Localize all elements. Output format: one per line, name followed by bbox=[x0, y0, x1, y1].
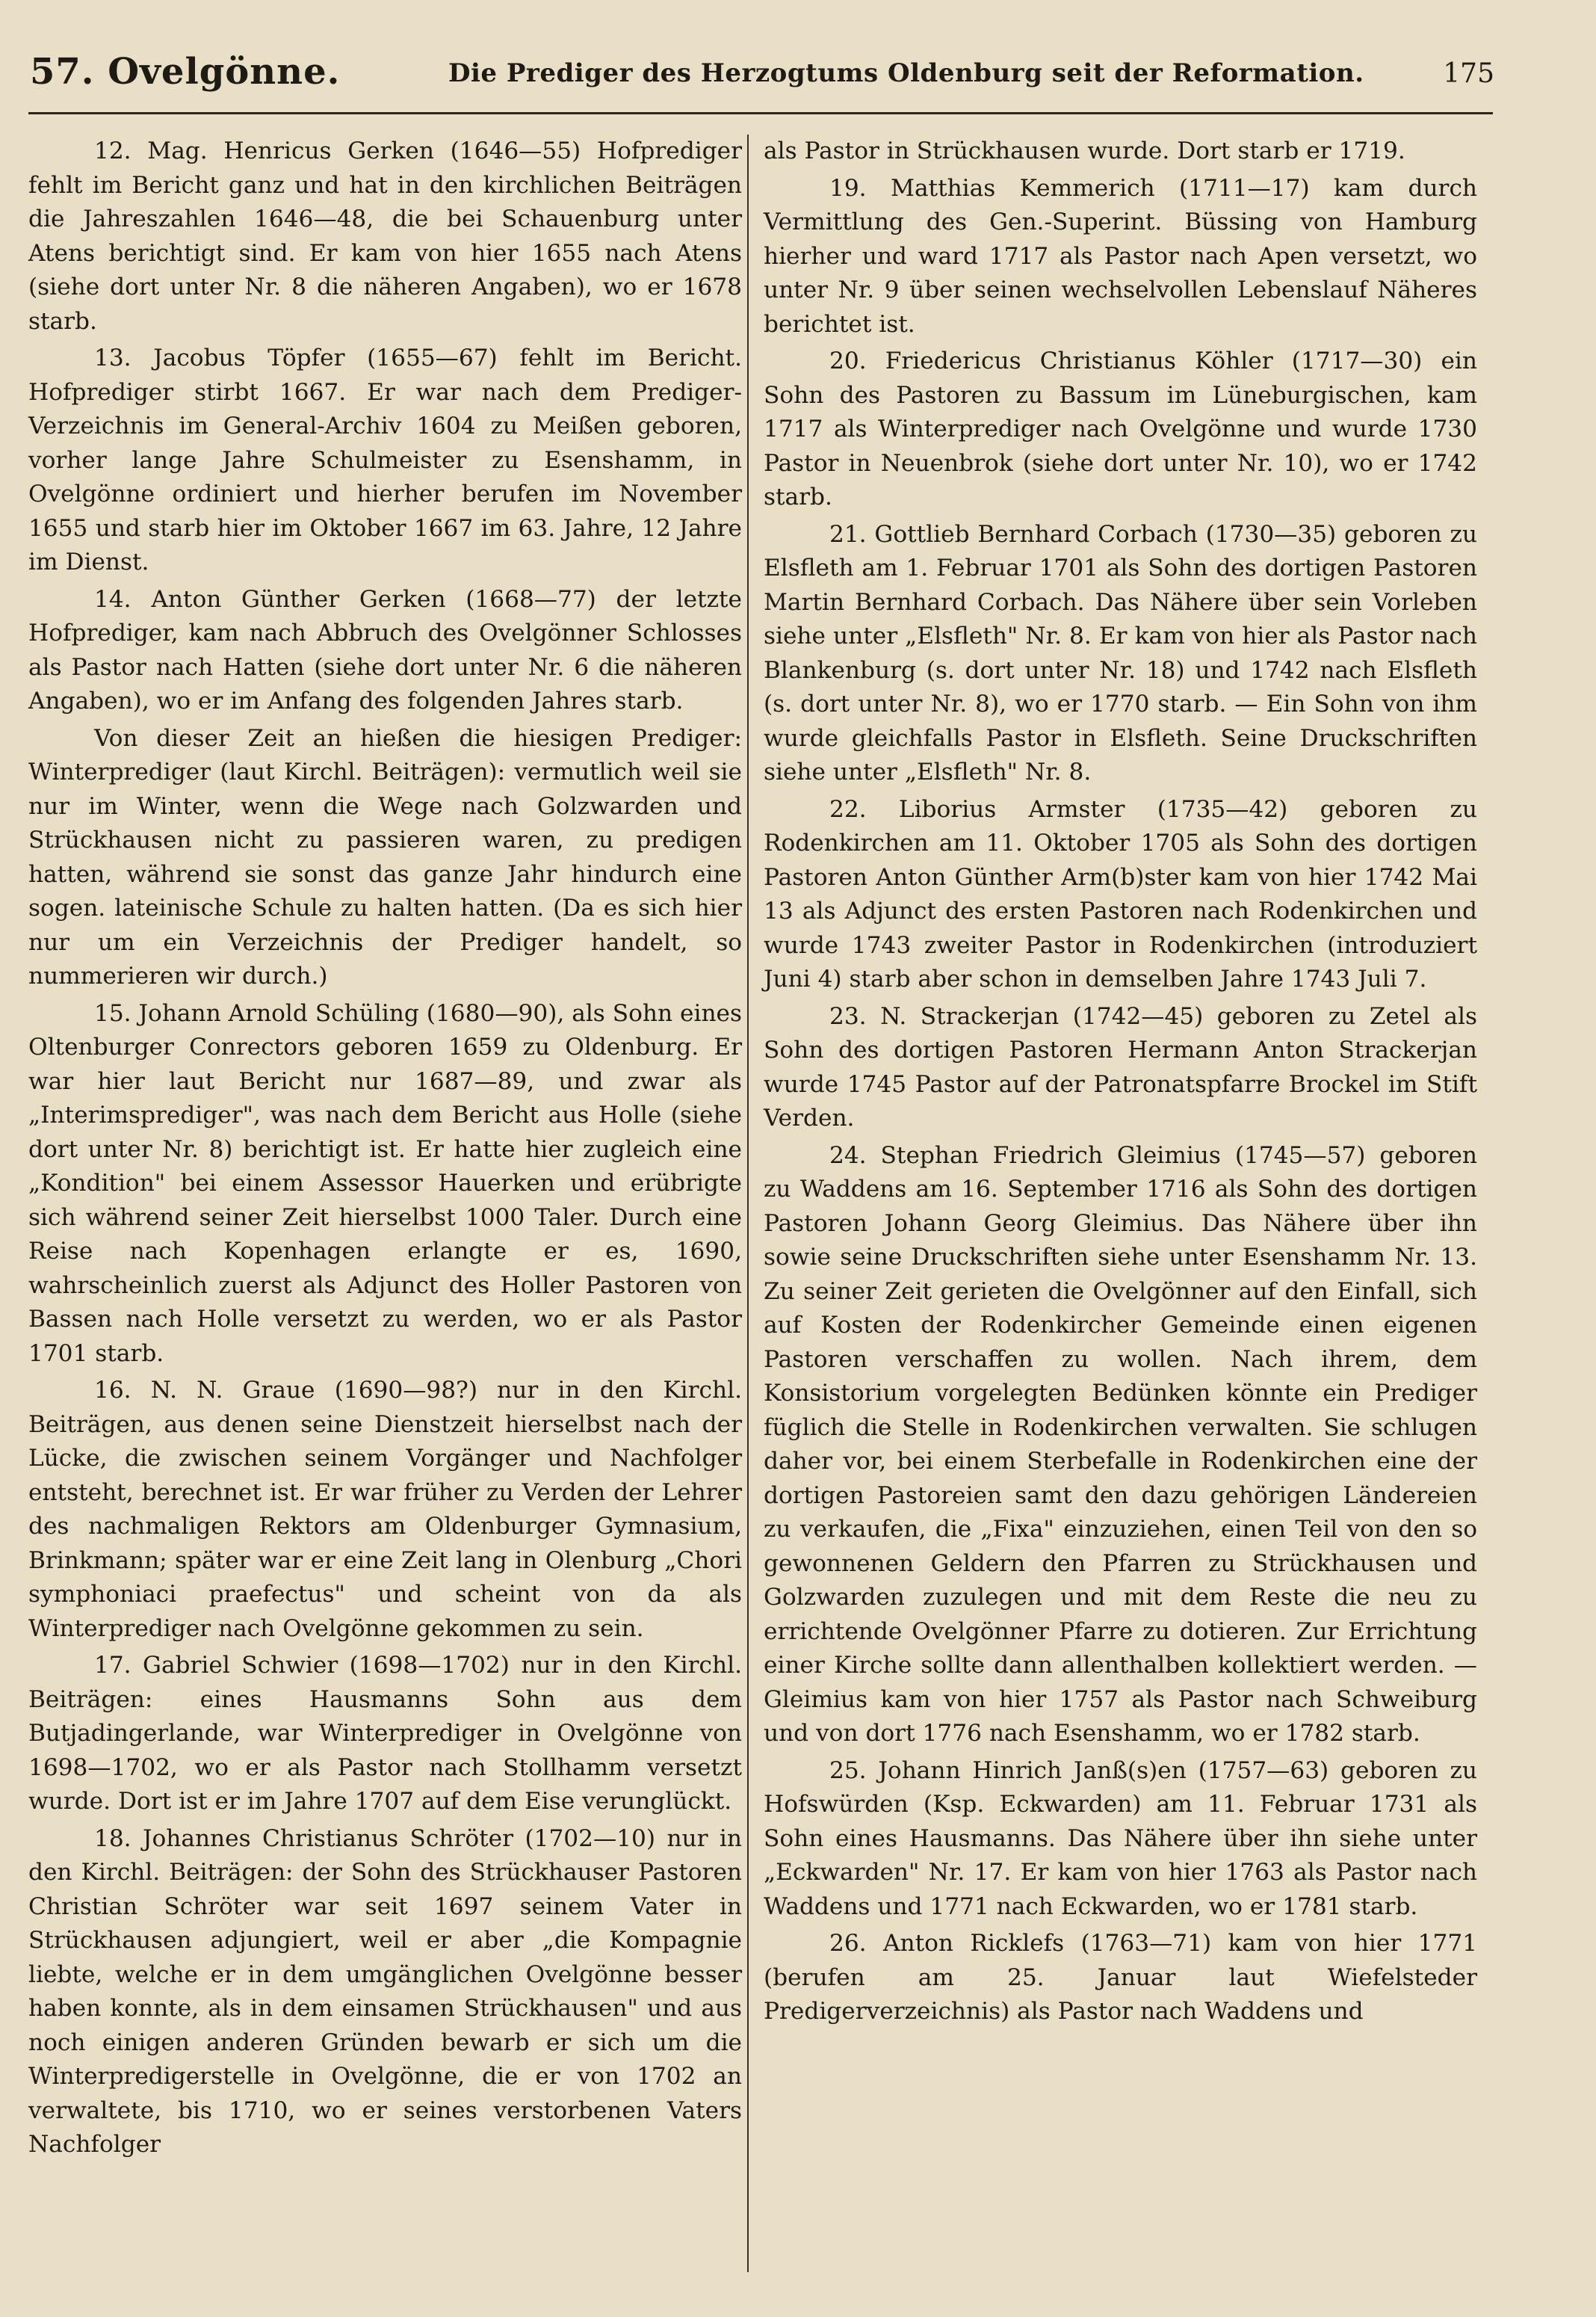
entry-25: 25. Johann Hinrich Janß(s)en (1757—63) geboren zu Hofswürden (Ksp. Eckwarden) am 11. Februar 1731 als Sohn eines Hausmanns. Das Nähere über ihn siehe unter „Eckwarden" Nr. 17. Er kam von hier 1763 als Pastor nach Waddens und 1771 nach Eckwarden, wo er 1781 starb. bbox=[764, 1756, 1477, 1920]
entry-20: 20. Friedericus Christianus Köhler (1717—30) ein Sohn des Pastoren zu Bassum im Lüneburgischen, kam 1717 als Winterprediger nach Ovelgönne und wurde 1730 Pastor in Neuenbrok (siehe dort unter Nr. 10), wo er 1742 starb. bbox=[764, 348, 1477, 510]
winterprediger-note: Von dieser Zeit an hießen die hiesigen Prediger: Winterprediger (laut Kirchl. Beiträgen): vermutlich weil sie nur im Winter, wenn die Wege nach Golzwarden und Strückhausen nicht zu passieren waren, zu predigen hatten, während sie sonst das ganze Jahr hindurch eine sogen. lateinische Schule zu halten hatten. (Da es sich hier nur um ein Verzeichnis der Prediger handelt, so nummerieren wir durch.) bbox=[28, 724, 742, 990]
header-rule bbox=[28, 112, 1493, 114]
running-header bbox=[30, 42, 1494, 109]
entry-12: 12. Mag. Henricus Gerken (1646—55) Hofprediger fehlt im Bericht ganz und hat in den kirchlichen Beiträgen die Jahreszahlen 1646—48, die bei Schauenburg unter Atens berichtigt sind. Er kam von hier 1655 nach Atens (siehe dort unter Nr. 8 die näheren Angaben), wo er 1678 starb. bbox=[28, 138, 742, 335]
entry-26: 26. Anton Ricklefs (1763—71) kam von hier 1771 (berufen am 25. Januar laut Wiefelsteder Predigerverzeichnis) als Pastor nach Waddens und bbox=[764, 1930, 1477, 2025]
entry-14: 14. Anton Günther Gerken (1668—77) der letzte Hofprediger, kam nach Abbruch des Ovelgönner Schlosses als Pastor nach Hatten (siehe dort unter Nr. 6 die näheren Angaben), wo er im Anfang des folgenden Jahres starb. bbox=[28, 585, 742, 715]
entry-17: 17. Gabriel Schwier (1698—1702) nur in den Kirchl. Beiträgen: eines Hausmanns Sohn aus dem Butjadingerlande, war Winterprediger in Ovelgönne von 1698—1702, wo er als Pastor nach Stollhamm versetzt wurde. Dort ist er im Jahre 1707 auf dem Eise verunglückt. bbox=[28, 1652, 742, 1815]
page-number: 175 bbox=[1443, 58, 1494, 89]
entry-24: 24. Stephan Friedrich Gleimius (1745—57) geboren zu Waddens am 16. September 1716 als Sohn des dortigen Pastoren Johann Georg Gleimius. Das Nähere über ihn sowie seine Druckschriften siehe unter Esenshamm Nr. 13. Zu seiner Zeit gerieten die Ovelgönner auf den Einfall, sich auf Kosten der Rodenkircher Gemeinde einen eigenen Pastoren verschaffen zu wollen. Nach ihrem, dem Konsistorium vorgelegten Bedünken könnte ein Prediger füglich die Stelle in Rodenkirchen verwalten. Sie schlugen daher vor, bei einem Sterbefalle in Rodenkirchen eine der dortigen Pastoreien samt den dazu gehörigen Ländereien zu verkaufen, die „Fixa" einzuziehen, einen Teil von den so gewonnenen Geldern den Pfarren zu Strückhausen und Golzwarden zuzulegen und mit dem Reste die neu zu errichtende Ovelgönner Pfarre zu dotieren. Zur Errichtung einer Kirche sollte dann allenthalben kollektiert werden. — Gleimius kam von hier 1757 als Pastor nach Schweiburg und von dort 1776 nach Esenshamm, wo er 1782 starb. bbox=[764, 1141, 1477, 1747]
entry-18-continued: als Pastor in Strückhausen wurde. Dort starb er 1719. bbox=[764, 138, 1405, 164]
left-column bbox=[28, 135, 742, 2165]
entry-19: 19. Matthias Kemmerich (1711—17) kam durch Vermittlung des Gen.-Superint. Büssing von Hamburg hierher und ward 1717 als Pastor nach Apen versetzt, wo unter Nr. 9 über seinen wechselvollen Lebenslauf Näheres berichtet ist. bbox=[764, 174, 1477, 338]
entry-21: 21. Gottlieb Bernhard Corbach (1730—35) geboren zu Elsfleth am 1. Februar 1701 als Sohn des dortigen Pastoren Martin Bernhard Corbach. Das Nähere über sein Vorleben siehe unter „Elsfleth" Nr. 8. Er kam von hier als Pastor nach Blankenburg (s. dort unter Nr. 18) und 1742 nach Elsfleth (s. dort unter Nr. 8), wo er 1770 starb. — Ein Sohn von ihm wurde gleichfalls Pastor in Elsfleth. Seine Druckschriften siehe unter „Elsfleth" Nr. 8. bbox=[764, 520, 1477, 786]
section-title: 57. Ovelgönne. bbox=[30, 51, 341, 93]
entry-13: 13. Jacobus Töpfer (1655—67) fehlt im Bericht. Hofprediger stirbt 1667. Er war nach dem Prediger-Verzeichnis im General-Archiv 1604 zu Meißen geboren, vorher lange Jahre Schulmeister zu Esenshamm, in Ovelgönne ordiniert und hierher berufen im November 1655 und starb hier im Oktober 1667 im 63. Jahre, 12 Jahre im Dienst. bbox=[28, 345, 742, 576]
column-divider bbox=[747, 135, 749, 2272]
entry-16: 16. N. N. Graue (1690—98?) nur in den Kirchl. Beiträgen, aus denen seine Dienstzeit hierselbst nach der Lücke, die zwischen seinem Vorgänger und Nachfolger entsteht, berechnet ist. Er war früher zu Verden der Lehrer des nachmaligen Rektors am Oldenburger Gymnasium, Brinkmann; später war er eine Zeit lang in Olenburg „Chori symphoniaci praefectus" und scheint von da als Winterprediger nach Ovelgönne gekommen zu sein. bbox=[28, 1377, 742, 1642]
right-column bbox=[764, 135, 1477, 2032]
entry-22: 22. Liborius Armster (1735—42) geboren zu Rodenkirchen am 11. Oktober 1705 als Sohn des dortigen Pastoren Anton Günther Arm(b)ster kam von hier 1742 Mai 13 als Adjunct des ersten Pastoren nach Rodenkirchen und wurde 1743 zweiter Pastor in Rodenkirchen (introduziert Juni 4) starb aber schon in demselben Jahre 1743 Juli 7. bbox=[764, 795, 1477, 993]
book-title: Die Prediger des Herzogtums Oldenburg seit der Reformation. bbox=[448, 58, 1364, 88]
entry-15: 15. Johann Arnold Schüling (1680—90), als Sohn eines Oltenburger Conrectors geboren 1659 zu Oldenburg. Er war hier laut Bericht nur 1687—89, und zwar als „Interimsprediger", was nach dem Bericht aus Holle (siehe dort unter Nr. 8) berichtigt ist. Er hatte hier zugleich eine „Kondition" bei einem Assessor Hauerken und erübrigte sich während seiner Zeit hierselbst 1000 Taler. Durch eine Reise nach Kopenhagen erlangte er es, 1690, wahrscheinlich zuerst als Adjunct des Holler Pastoren von Bassen nach Holle versetzt zu werden, wo er als Pastor 1701 starb. bbox=[28, 999, 742, 1367]
entry-18: 18. Johannes Christianus Schröter (1702—10) nur in den Kirchl. Beiträgen: der Sohn des Strückhauser Pastoren Christian Schröter war seit 1697 seinem Vater in Strückhausen adjungiert, weil er aber „die Kompagnie liebte, welche er in dem umgänglichen Ovelgönne besser haben konnte, als in dem einsamen Strückhausen" und aus noch einigen anderen Gründen bewarb er sich um die Winterpredigerstelle in Ovelgönne, die er von 1702 an verwaltete, bis 1710, wo er seines verstorbenen Vaters Nachfolger bbox=[28, 1824, 742, 2158]
entry-23: 23. N. Strackerjan (1742—45) geboren zu Zetel als Sohn des dortigen Pastoren Hermann Anton Strackerjan wurde 1745 Pastor auf der Patronatspfarre Brockel im Stift Verden. bbox=[764, 1002, 1477, 1132]
